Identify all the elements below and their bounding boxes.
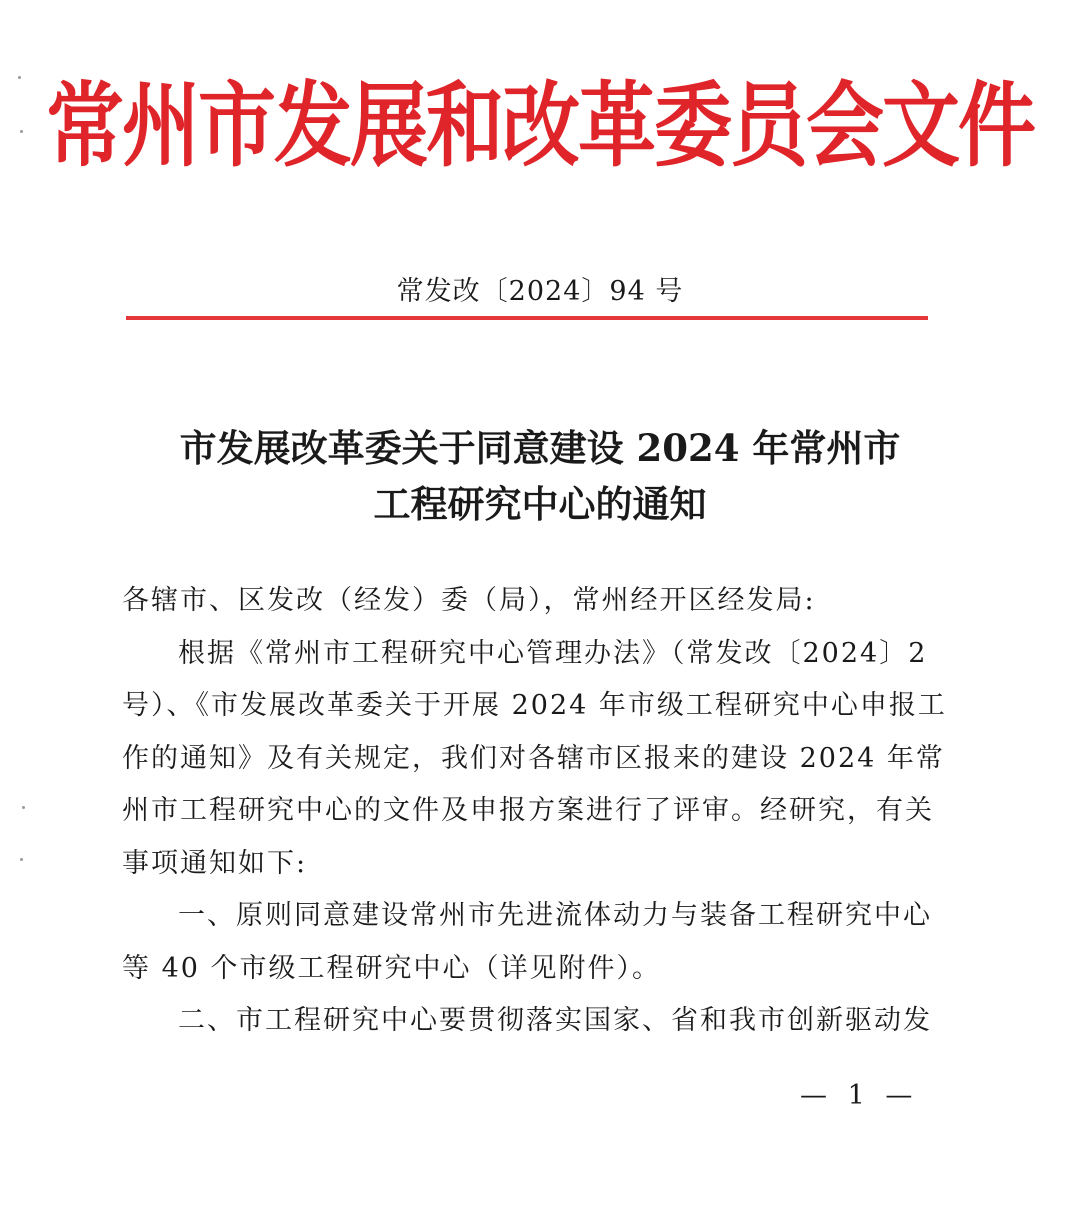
item-1-line: 一、原则同意建设常州市先进流体动力与装备工程研究中心 (178, 900, 932, 931)
scan-speck (20, 130, 23, 133)
masthead-title: 常州市发展和改革委员会文件 (45, 72, 1034, 180)
red-separator-line (126, 316, 928, 320)
item-2-line: 二、市工程研究中心要贯彻落实国家、省和我市创新驱动发 (178, 1005, 932, 1036)
scan-speck (20, 858, 23, 861)
paragraph-1-line: 州市工程研究中心的文件及申报方案进行了评审。经研究，有关 (122, 795, 934, 826)
notice-title-line-2: 工程研究中心的通知 (373, 482, 707, 526)
page-number: — 1 — (800, 1080, 919, 1111)
notice-title-line-1: 市发展改革委关于同意建设 2024 年常州市 (179, 426, 901, 470)
scan-speck (22, 806, 25, 809)
notice-title (0, 420, 1080, 532)
paragraph-1-line: 号）、《市发展改革委关于开展 2024 年市级工程研究中心申报工 (122, 690, 947, 721)
scan-speck (18, 76, 21, 79)
salutation: 各辖市、区发改（经发）委（局），常州经开区经发局: (122, 585, 816, 616)
paragraph-1-line: 事项通知如下: (122, 847, 308, 879)
paragraph-1-line: 作的通知》及有关规定，我们对各辖市区报来的建设 2024 年常 (122, 742, 945, 774)
item-1-line: 等 40 个市级工程研究中心（详见附件）。 (122, 952, 662, 984)
document-number: 常发改〔2024〕94 号 (396, 276, 684, 307)
paragraph-1-line: 根据《常州市工程研究中心管理办法》（常发改〔2024〕2 (178, 637, 928, 669)
notice-body (122, 575, 947, 1048)
